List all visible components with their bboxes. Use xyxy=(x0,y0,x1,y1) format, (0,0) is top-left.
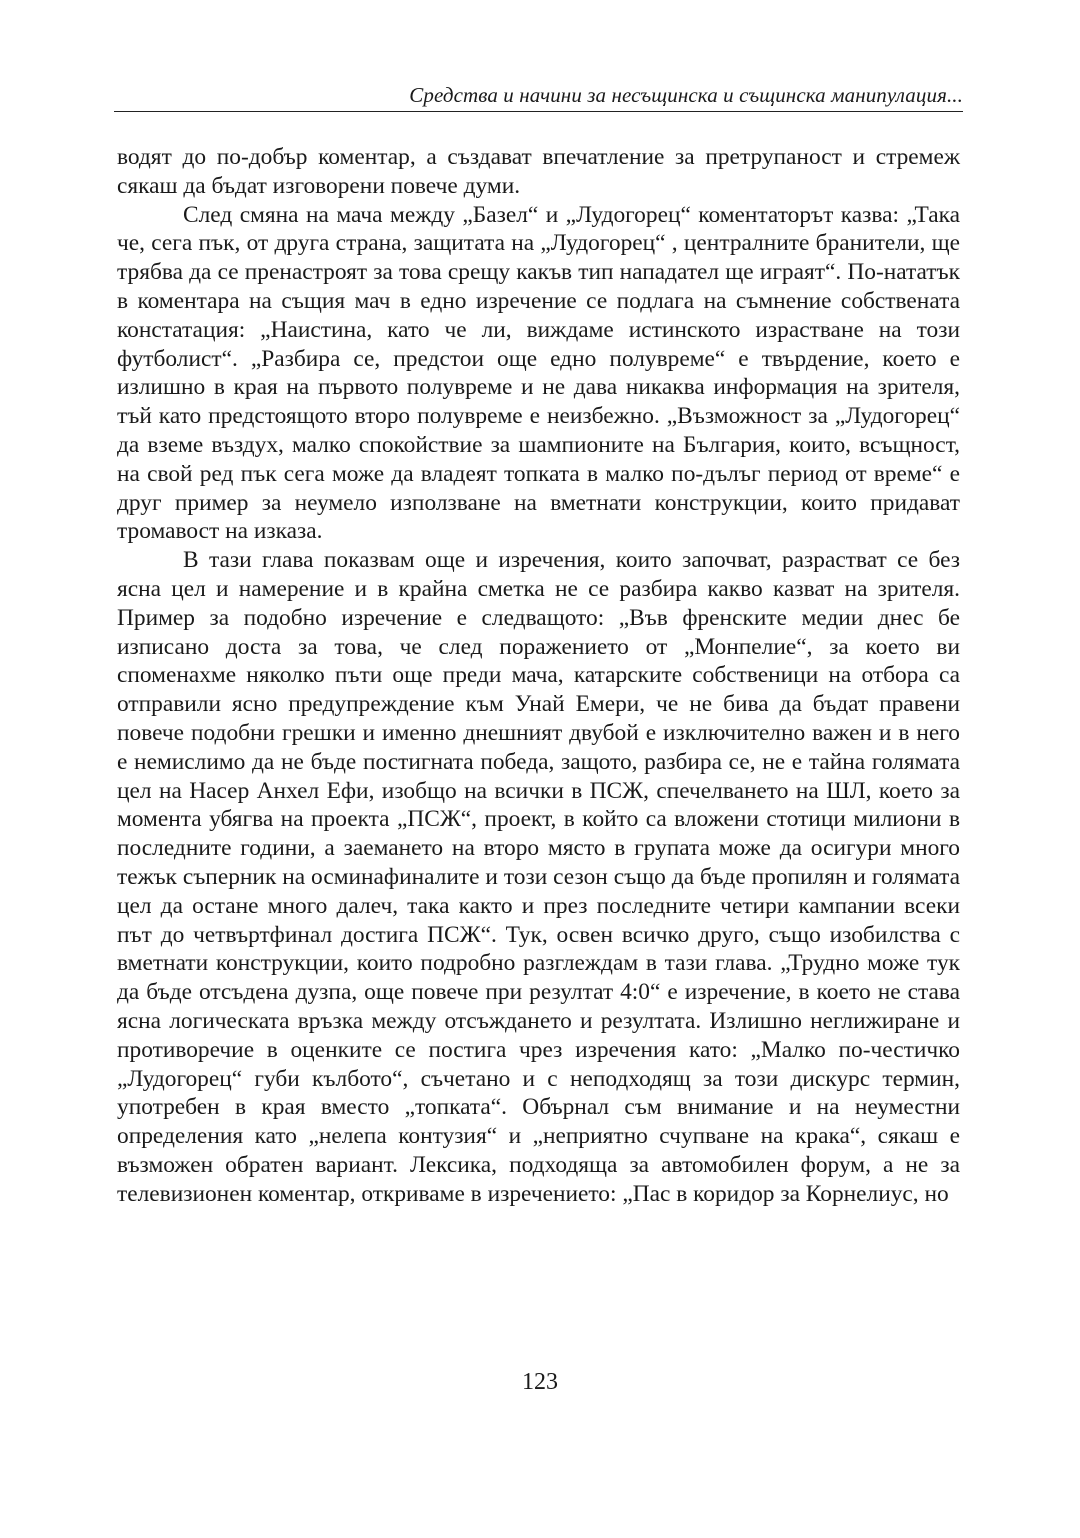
paragraph-continuation: водят до по-добър коментар, а създават впечатление за претрупаност и стремеж сякаш да бъдат изговорени повече думи. xyxy=(117,144,960,199)
page-number: 123 xyxy=(522,1369,558,1395)
running-title: Средства и начини за несъщинска и същинска манипулация... xyxy=(409,83,963,107)
running-header xyxy=(114,80,963,112)
paragraph-basel-ludogorets: След смяна на мача между „Базел“ и „Лудогорец“ коментаторът казва: „Така че, сега пък, от друга страна, защитата на „Лудогорец“ , централните бранители, ще трябва да се пренастроят за това срещу какъв тип нападател ще играят“. По-нататък в коментара на същия мач в едно изречение се подлага на съмнение собствената констатация: „Наистина, като че ли, виждаме истинското израстване на този футболист“. „Разбира се, предстои още едно полувреме“ е твърдение, което е излишно в края на първото полувреме и не дава никаква информация на зрителя, тъй като предстоящото второ полувреме е неизбежно. „Възможност за „Лудогорец“ да вземе въздух, малко спокойствие за шампионите на България, които, всъщност, на свой ред пък сега може да владеят топката в малко по-дълъг период от време“ е друг пример за неумело използване на вметнати конструкции, които придават тромавост на изказа. xyxy=(117,201,960,545)
paragraph-chapter-examples: В тази глава показвам още и изречения, които започват, разрастват се без ясна цел и намерение и в крайна сметка не се разбира какво казват на зрителя. Пример за подобно изречение е следващото: „Във френските медии днес бе изписано доста за това, че след поражението от „Монпелие“, за което ви споменахме няколко пъти още преди мача, катарските собственици на отбора са отправили ясно предупреждение към Унай Емери, че не бива да бъдат правени повече подобни грешки и именно днешният двубой е изключително важен и в него е немислимо да не бъде постигната победа, защото, разбира се, не е тайна голямата цел на Насер Анхел Ефи, изобщо на всички в ПСЖ, спечелването на ШЛ, което за момента убягва на проекта „ПСЖ“, проект, в който са вложени стотици милиони в последните години, а заемането на второ място в групата може да осигури много тежък съперник на осминафиналите и този сезон също да бъде пропилян и голямата цел да остане много далеч, така както и през последните четири кампании всеки път до четвъртфинал достига ПСЖ“. Тук, освен всичко друго, също изобилства с вметнати конструкции, които подробно разглеждам в тази глава. „Трудно може тук да бъде отсъдена дузпа, още повече при резултат 4:0“ е изречение, в което не става ясна логическата връзка между отсъждането и резултата. Излишно неглижиране и противоречие в оценките се постига чрез изречения като: „Малко по-честичко „Лудогорец“ губи кълбото“, съчетано и с неподходящ за този дискурс термин, употребен в края вместо „топката“. Обърнал съм внимание и на неуместни определения като „нелепа контузия“ и „неприятно счупване на крака“, сякаш е възможен обратен вариант. Лексика, подходяща за автомобилен форум, а не за телевизионен коментар, откриваме в изречението: „Пас в коридор за Корнелиус, но xyxy=(117,547,960,1207)
body-text xyxy=(117,143,960,1208)
